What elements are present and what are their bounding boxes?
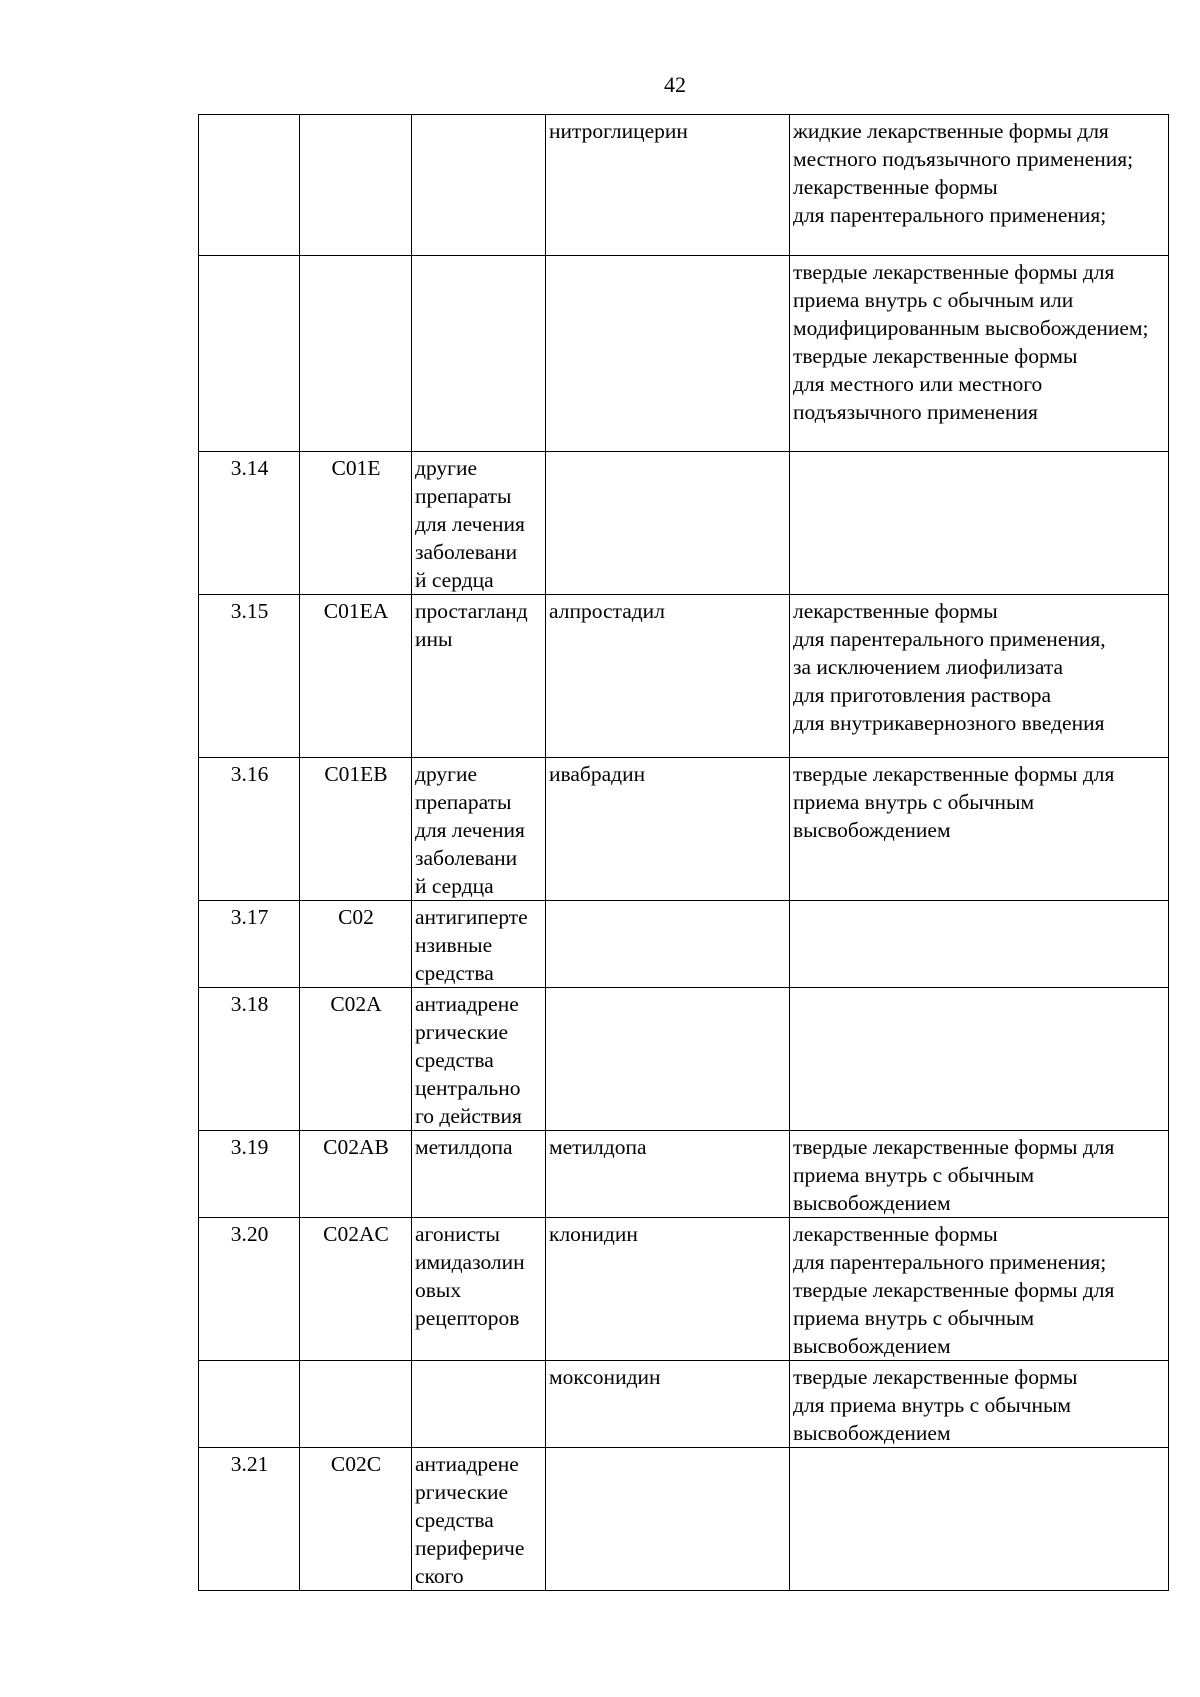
atc-group-line: заболевани [415, 846, 518, 870]
atc-group-line: го действия [415, 1104, 522, 1128]
dosage-form-line: лекарственные формы [793, 599, 998, 623]
atc-group-line: средства [415, 961, 494, 985]
atc-group-line: антигиперте [415, 905, 528, 929]
row-number-cell [199, 115, 300, 256]
atc-code-cell: C01EB [300, 758, 412, 901]
row-number-cell: 3.17 [199, 901, 300, 988]
drug-name-cell: нитроглицерин [546, 115, 790, 256]
table-row [199, 452, 1169, 595]
atc-group-cell [412, 452, 546, 595]
drug-name-cell [546, 256, 790, 452]
atc-group-line: для лечения [415, 818, 525, 842]
dosage-form-line: для парентерального применения; [793, 1250, 1107, 1274]
atc-group-cell [412, 1448, 546, 1591]
table-row [199, 1218, 1169, 1361]
atc-group-cell [412, 988, 546, 1131]
atc-group-cell [412, 901, 546, 988]
table-row [199, 1448, 1169, 1591]
dosage-forms-cell [790, 988, 1169, 1131]
dosage-forms-cell [790, 758, 1169, 901]
atc-group-line: й сердца [415, 874, 494, 898]
atc-code-cell: C01E [300, 452, 412, 595]
atc-code-cell: C01EA [300, 595, 412, 758]
dosage-forms-cell [790, 1448, 1169, 1591]
dosage-forms-cell [790, 1131, 1169, 1218]
atc-group-line: нзивные [415, 933, 493, 957]
table-row [199, 988, 1169, 1131]
drug-name-cell: моксонидин [546, 1361, 790, 1448]
dosage-form-line: твердые лекарственные формы для приема внутрь с обычным высвобождением [793, 1278, 1115, 1358]
atc-group-line: й сердца [415, 568, 494, 592]
row-number-cell: 3.14 [199, 452, 300, 595]
row-number-cell: 3.16 [199, 758, 300, 901]
atc-group-line: антиадрене [415, 992, 519, 1016]
dosage-forms-cell [790, 1361, 1169, 1448]
atc-group-line: другие [415, 456, 478, 480]
table-row [199, 758, 1169, 901]
dosage-form-line: для парентерального применения; [793, 203, 1107, 227]
row-number-cell: 3.15 [199, 595, 300, 758]
table-row [199, 595, 1169, 758]
atc-group-line: средства [415, 1048, 494, 1072]
atc-group-line: заболевани [415, 540, 518, 564]
atc-group-cell [412, 1218, 546, 1361]
row-number-cell: 3.21 [199, 1448, 300, 1591]
row-number-cell: 3.19 [199, 1131, 300, 1218]
atc-group-line: простагланд [415, 599, 528, 623]
dosage-form-line: лекарственные формы [793, 175, 998, 199]
atc-group-cell [412, 115, 546, 256]
dosage-form-line: для приема внутрь с обычным высвобождением [793, 1393, 1072, 1445]
row-number-cell: 3.20 [199, 1218, 300, 1361]
atc-code-cell: C02 [300, 901, 412, 988]
atc-group-cell [412, 758, 546, 901]
drug-name-cell [546, 1448, 790, 1591]
atc-group-line: агонисты [415, 1222, 500, 1246]
drug-name-cell: метилдопа [546, 1131, 790, 1218]
table-body [199, 115, 1169, 1591]
atc-group-line: ского [415, 1564, 464, 1588]
dosage-forms-cell [790, 115, 1169, 256]
atc-group-line: средства [415, 1508, 494, 1532]
atc-code-cell [300, 115, 412, 256]
dosage-forms-cell [790, 1218, 1169, 1361]
atc-group-line: ргические [415, 1020, 509, 1044]
atc-code-cell: C02A [300, 988, 412, 1131]
dosage-form-line: твердые лекарственные формы для приема внутрь с обычным высвобождением [793, 762, 1115, 842]
dosage-form-line: для местного или местного подъязычного применения [793, 372, 1043, 424]
atc-group-line: антиадрене [415, 1452, 519, 1476]
atc-group-line: центрально [415, 1076, 521, 1100]
drug-name-cell [546, 988, 790, 1131]
table-row [199, 115, 1169, 256]
dosage-forms-cell [790, 595, 1169, 758]
drug-name-cell [546, 901, 790, 988]
atc-group-line: имидазолин [415, 1250, 525, 1274]
row-number-cell [199, 1361, 300, 1448]
drug-name-cell [546, 452, 790, 595]
atc-group-line: ргические [415, 1480, 509, 1504]
atc-group-line: для лечения [415, 512, 525, 536]
atc-group-line: перифериче [415, 1536, 525, 1560]
atc-group-cell [412, 595, 546, 758]
dosage-forms-cell [790, 256, 1169, 452]
dosage-form-line: твердые лекарственные формы для приема внутрь с обычным или модифицированным высвобождением; твердые лекарственные формы [793, 260, 1149, 368]
drug-list-table [198, 114, 1169, 1591]
table-row [199, 1131, 1169, 1218]
atc-code-cell [300, 1361, 412, 1448]
atc-code-cell: C02AC [300, 1218, 412, 1361]
dosage-form-line: твердые лекарственные формы для приема внутрь с обычным высвобождением [793, 1135, 1115, 1215]
page-number: 42 [664, 72, 686, 97]
atc-group-cell [412, 1131, 546, 1218]
atc-group-line: рецепторов [415, 1306, 520, 1330]
atc-group-cell [412, 1361, 546, 1448]
table-row [199, 256, 1169, 452]
table-row [199, 901, 1169, 988]
atc-group-line: ины [415, 627, 453, 651]
dosage-forms-cell [790, 901, 1169, 988]
dosage-form-line: твердые лекарственные формы [793, 1365, 1078, 1389]
dosage-form-line: для приготовления раствора [793, 683, 1051, 707]
atc-group-line: другие [415, 762, 478, 786]
atc-group-line: метилдопа [415, 1135, 513, 1159]
drug-name-cell: ивабрадин [546, 758, 790, 901]
dosage-form-line: жидкие лекарственные формы для местного подъязычного применения; [793, 119, 1134, 171]
atc-group-line: препараты [415, 790, 512, 814]
dosage-form-line: для внутрикавернозного введения [793, 711, 1105, 735]
row-number-cell: 3.18 [199, 988, 300, 1131]
row-number-cell [199, 256, 300, 452]
dosage-form-line: для парентерального применения, [793, 627, 1106, 651]
atc-group-line: препараты [415, 484, 512, 508]
dosage-form-line: лекарственные формы [793, 1222, 998, 1246]
drug-name-cell: алпростадил [546, 595, 790, 758]
drug-name-cell: клонидин [546, 1218, 790, 1361]
atc-code-cell [300, 256, 412, 452]
atc-code-cell: C02C [300, 1448, 412, 1591]
atc-code-cell: C02AB [300, 1131, 412, 1218]
atc-group-cell [412, 256, 546, 452]
dosage-form-line: за исключением лиофилизата [793, 655, 1064, 679]
dosage-forms-cell [790, 452, 1169, 595]
atc-group-line: овых [415, 1278, 462, 1302]
table-row [199, 1361, 1169, 1448]
